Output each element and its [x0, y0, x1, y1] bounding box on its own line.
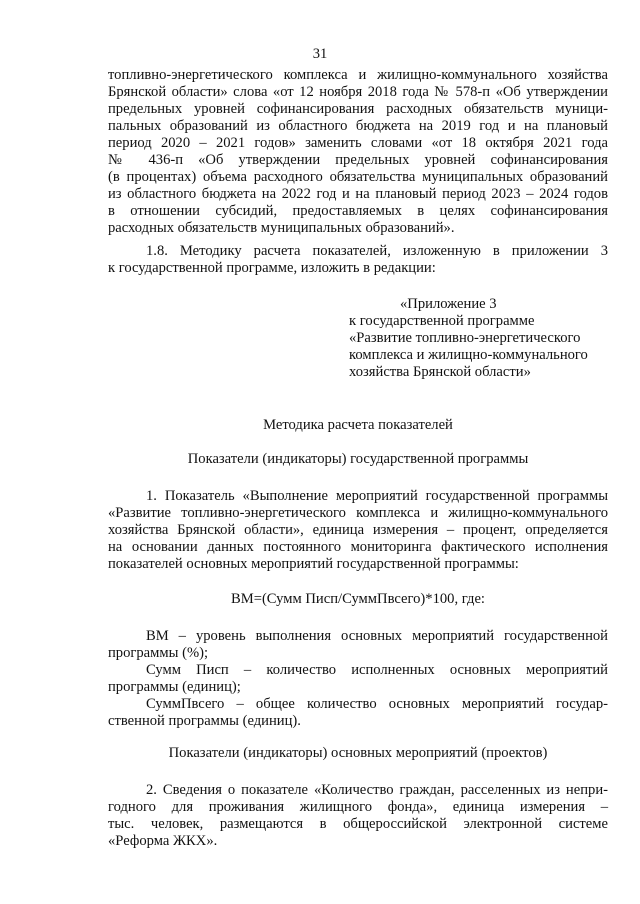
- page-number: 31: [312, 46, 328, 62]
- intro-line: период 2020 – 2021 годов» заменить словами «от 18 октября 2021 года: [108, 135, 608, 151]
- appendix-line: комплекса и жилищно-коммунального: [349, 347, 588, 363]
- intro-line: пальных образований из областного бюджета на 2019 год и на плановый: [108, 118, 608, 134]
- definition-line: СуммПвсего – общее количество основных мероприятий государ-: [146, 696, 608, 712]
- indicator-1-line: на основании данных постоянного мониторинга фактического исполнения: [108, 539, 608, 555]
- intro-line: предельных уровней софинансирования расходных обязательств муници-: [108, 101, 608, 117]
- formula: ВМ=(Сумм Писп/СуммПвсего)*100, где:: [231, 591, 485, 607]
- indicator-2-line: тыс. человек, размещаются в общероссийской электронной системе: [108, 816, 608, 832]
- indicator-2-line: «Реформа ЖКХ».: [108, 833, 218, 849]
- main-activities-heading: Показатели (индикаторы) основных мероприятий (проектов): [168, 745, 548, 761]
- appendix-line: к государственной программе: [349, 313, 535, 329]
- indicator-1-line: 1. Показатель «Выполнение мероприятий государственной программы: [146, 488, 608, 504]
- program-indicators-heading: Показатели (индикаторы) государственной программы: [187, 451, 529, 467]
- appendix-line: хозяйства Брянской области»: [349, 364, 531, 380]
- definition-line: ВМ – уровень выполнения основных мероприятий государственной: [146, 628, 608, 644]
- item-1-8-line: к государственной программе, изложить в редакции:: [108, 260, 436, 276]
- intro-line: топливно-энергетического комплекса и жилищно-коммунального хозяйства: [108, 67, 608, 83]
- intro-line: расходных обязательств муниципальных образований».: [108, 220, 455, 236]
- indicator-1-line: хозяйства Брянской области», единица измерения – процент, определяется: [108, 522, 608, 538]
- intro-line: из областного бюджета на 2022 год и на плановый период 2023 – 2024 годов: [108, 186, 608, 202]
- indicator-2-line: годного для проживания жилищного фонда», единица измерения –: [108, 799, 608, 815]
- intro-line: (в процентах) объема расходного обязательства муниципальных образований: [108, 169, 608, 185]
- appendix-line: «Приложение 3: [400, 296, 497, 312]
- indicator-1-line: показателей основных мероприятий государственной программы:: [108, 556, 519, 572]
- item-1-8-line: 1.8. Методику расчета показателей, изложенную в приложении 3: [146, 243, 608, 259]
- indicator-1-line: «Развитие топливно-энергетического комплекса и жилищно-коммунального: [108, 505, 608, 521]
- definition-line: программы (%);: [108, 645, 209, 661]
- intro-line: № 436-п «Об утверждении предельных уровней софинансирования: [108, 152, 608, 168]
- indicator-2-line: 2. Сведения о показателе «Количество граждан, расселенных из непри-: [146, 782, 608, 798]
- appendix-line: «Развитие топливно-энергетического: [349, 330, 581, 346]
- method-title: Методика расчета показателей: [263, 417, 453, 433]
- intro-line: Брянской области» слова «от 12 ноября 2018 года № 578-п «Об утверждении: [108, 84, 608, 100]
- definition-line: программы (единиц);: [108, 679, 241, 695]
- definition-line: ственной программы (единиц).: [108, 713, 301, 729]
- intro-line: в отношении субсидий, предоставляемых в целях софинансирования: [108, 203, 608, 219]
- definition-line: Сумм Писп – количество исполненных основных мероприятий: [146, 662, 608, 678]
